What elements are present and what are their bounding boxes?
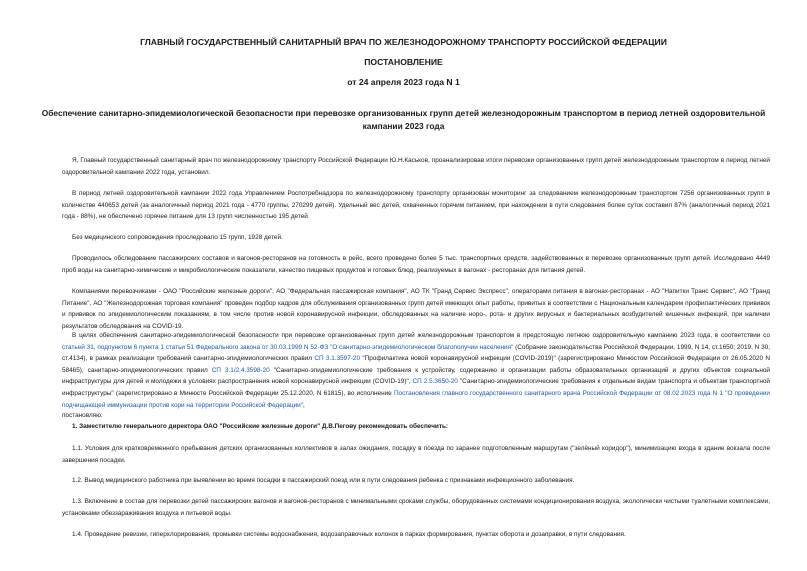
link-resolution-measles[interactable]: Постановления главного государственного санитарного врача Российской Федерации от 08.02.2023 года N 1 "О проведении подчищающей иммунизации против кори на территории Российской Федерации" — [62, 389, 770, 409]
paragraph-monitoring: В период летней оздоровительной кампании 2022 года Управлением Роспотребнадзора по железнодорожному транспорту организован мониторинг за следованием железнодорожным транспортом 7256 организованных групп в количестве 440653 детей (за аналогичный период 2021 года - 4770 группы, 270299 детей). Удельный вес детей, охваченных горячим питанием, при нахождении в пути следования более суток составил 87% (аналогичный период 2021 года - 88%), не обеспечено горячее питание для 13 групп численностью 195 детей. — [62, 190, 770, 221]
paragraph-inspection: Проводилось обследование пассажирских составов и вагонов-ресторанов на готовность в рейс, всего проведено более 5 тыс. транспортных средств, задействованных в перевозке организованных групп детей. Исследовано 4449 проб воды на санитарно-химические и микробиологические показатели, качество пищевых продуктов и готовых блюд, реализуемых в вагонах - ресторанах для питания детей. — [62, 255, 770, 274]
link-article-31[interactable]: статьей 31 — [62, 343, 94, 351]
paragraph-no-medical: Без медицинского сопровождения проследовало 15 групп, 1928 детей. — [72, 234, 283, 241]
legal-text: (Собрание законодательства Российской Федерации, 1999, N 14, ст.1650; 2019, N 30, ст.4134), в рамках реализации требований санитарно-эпидемиологических правил — [62, 343, 770, 363]
document-title: Обеспечение санитарно-эпидемиологической безопасности при перевозке организованных групп детей железнодорожным транспортом в период летней оздоровительной кампании 2023 года — [41, 108, 766, 131]
authority-heading: ГЛАВНЫЙ ГОСУДАРСТВЕННЫЙ САНИТАРНЫЙ ВРАЧ ПО ЖЕЛЕЗНОДОРОЖНОМУ ТРАНСПОРТУ РОССИЙСКОЙ ФЕДЕРАЦИИ — [140, 37, 667, 47]
paragraph-item-1 — [62, 421, 770, 433]
link-sp-3-1-2-4-3598-20[interactable]: СП 3.1/2.4.3598-20 — [211, 366, 270, 374]
item-1-text: 1. Заместителю генерального директора ОАО "Российские железные дороги" Д.В.Пегову рекомендовать обеспечить: — [72, 423, 449, 430]
date-number-heading: от 24 апреля 2023 года N 1 — [347, 77, 460, 87]
paragraph-item-1-4: 1.4. Проведение ревизии, гиперхлорирования, промывки системы водоснабжения, водозаправочных колонок в парках формирования, пунктах оборота и дозаправки, в пути следования. — [72, 531, 626, 538]
link-sp-2-5-3650-20[interactable]: СП 2.5.3650-20 — [412, 378, 458, 386]
paragraph-resolve: постановляю: — [62, 412, 103, 419]
legal-text: "Профилактика новой коронавирусной инфекции (COVID-2019)" (зарегистрировано Минюстом Российской Федерации от 26.05.2020 N 58465), санитарно-эпидемиологических правил — [62, 355, 770, 374]
paragraph-legal-basis — [62, 330, 770, 411]
legal-text: , — [93, 343, 98, 351]
legal-text: "Санитарно-эпидемиологические требования к устройству, содержанию и организации работы образовательных организаций и других объектов социальной инфраструктуры для детей и молодежи в условиях распространения новой коронавирусной инфекции (COVID-19)", — [62, 366, 770, 386]
paragraph-item-1-2: 1.2. Вывод медицинского работника при выявлении во время посадки в пассажирский поезд или в пути следования ребенка с признаками инфекционного заболевания. — [72, 477, 575, 484]
paragraph-item-1-3: 1.3. Включение в состав для перевозки детей пассажирских вагонов и вагонов-ресторанов с минимальными сроками службы, оборудованных системами кондиционирования воздуха, экологически чистыми туалетными комплексами, установками обеззараживания воздуха и питьевой воды. — [62, 498, 770, 517]
link-federal-law-52fz[interactable]: подпунктом 6 пункта 1 статьи 51 Федерального закона от 30.03.1999 N 52-ФЗ "О санитарно-эпидемиологическом благополучии населения" — [97, 343, 514, 351]
legal-text: В целях обеспечения санитарно-эпидемиологической безопасности при перевозке организованных групп детей железнодорожным транспортом в предстоящую летнюю оздоровительную кампанию 2023 года, в соответствии со — [72, 332, 770, 339]
document-type-heading: ПОСТАНОВЛЕНИЕ — [364, 57, 443, 67]
link-sp-3-1-3597-20[interactable]: СП 3.1.3597-20 — [314, 355, 361, 363]
legal-text: "Санитарно-эпидемиологические требования к отдельным видам транспорта и объектам транспортной инфраструктуры" (зарегистрировано в Минюсте Российской Федерации 25.12.2020, N 61815), во исполнение — [62, 378, 770, 397]
paragraph-item-1-1: 1.1. Условия для кратковременного пребывания детских организованных коллективов в залах ожидания, посадку в поезда по заранее подготовленным маршрутам ("зелёный коридор"), минимизацию входа в здание вокзала после завершения посадки. — [62, 445, 770, 464]
legal-text: , — [302, 401, 305, 409]
paragraph-intro: Я, Главный государственный санитарный врач по железнодорожному транспорту Российской Федерации Ю.Н.Каськов, проанализировав итоги перевозки организованных групп детей железнодорожным транспортом в период летней оздоровительной кампании 2022 года, установил. — [62, 157, 770, 176]
paragraph-carriers: Компаниями перевозчиками - ОАО "Российские железные дороги", АО "Федеральная пассажирская компания", АО ТК "Гранд Сервис Экспресс", операторами питания в вагонах-ресторанах - АО "Напитки Транс Сервис", АО "Гранд Питание", АО "Железнодорожная торговая компания" проведен подбор кадров для обслуживания организованных групп детей имеющих опыт работы, привитых в соответствии с Национальным календарем профилактических прививок и прививок по эпидемиологическим показаниям, в том числе против новой коронавирусной инфекции, обследованных на наличие норо-, рота- и других вирусных и бактериальных возбудителей кишечных инфекций, при наличии результатов обследования на COVID-19. — [62, 288, 770, 330]
